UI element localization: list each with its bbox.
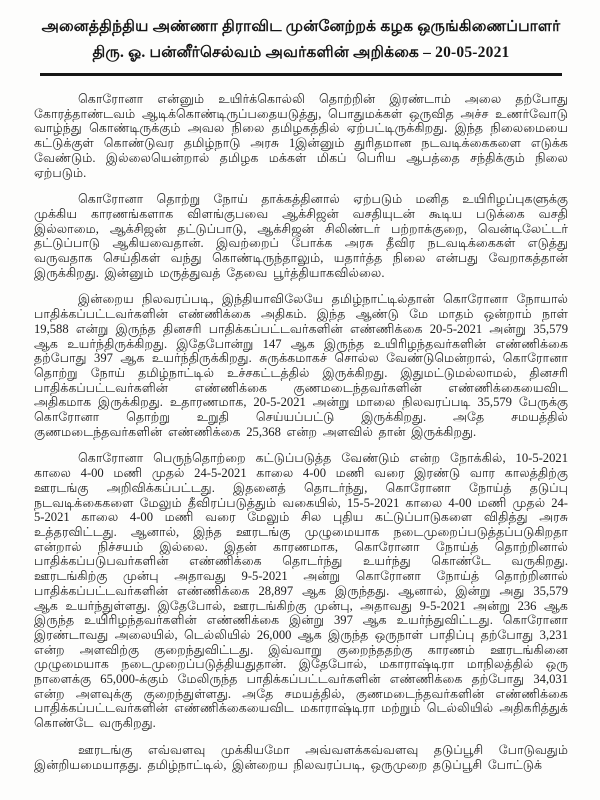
- header-title-line2: திரு. ஓ. பன்னீர்செல்வம் அவர்களின் அறிக்கை – 20-05-2021: [92, 44, 510, 61]
- paragraph-1: கொரோனா என்னும் உயிர்க்கொல்லி தொற்றின் இரண்டாம் அலை தற்போது கோரத்தாண்டவம் ஆடிக்கொண்டிருப்பதையடுத்து, பொதுமக்கள் ஒருவித அச்ச உணர்வோடு வாழ்ந்து கொண்டிருக்கும் அவல நிலை தமிழகத்தில் ஏற்பட்டிருக்கிறது. இந்த நிலைமையை கட்டுக்குள் கொண்டுவர தமிழ்நாடு அரசு 1இன்னும் துரிதமான நடவடிக்கைகளை எடுக்க வேண்டும். இல்லையென்றால் தமிழக மக்கள் மிகப் பெரிய ஆபத்தை சந்திக்கும் நிலை ஏற்படும்.: [34, 92, 568, 180]
- paragraph-2: கொரோனா தொற்று நோய் தாக்கத்தினால் ஏற்படும் மனித உயிரிழப்புகளுக்கு முக்கிய காரணங்களாக விளங்குபவை ஆக்சிஜன் வசதியுடன் கூடிய படுக்கை வசதி இல்லாமை, ஆக்சிஜன் தட்டுப்பாடு, ஆக்சிஜன் சிலிண்டர் பற்றாக்குறை, வென்டிலேட்டர் தட்டுப்பாடு ஆகியவைதான். இவற்றைப் போக்க அரசு தீவிர நடவடிக்கைகள் எடுத்து வருவதாக செய்திகள் வந்து கொண்டிருந்தாலும், யதார்த்த நிலை என்பது வேறாகத்தான் இருக்கிறது. இன்னும் மருத்துவத் தேவை பூர்த்தியாகவில்லை.: [34, 192, 568, 280]
- paragraph-4: கொரோனா பெருந்தொற்றை கட்டுப்படுத்த வேண்டும் என்ற நோக்கில், 10-5-2021 காலை 4-00 மணி முதல் 24-5-2021 காலை 4-00 மணி வரை இரண்டு வார காலத்திற்கு ஊரடங்கு அறிவிக்கப்பட்டது. இதனைத் தொடர்ந்து, கொரோனா நோய்த் தடுப்பு நடவடிக்கைகளை மேலும் தீவிரப்படுத்தும் வகையில், 15-5-2021 காலை 4-00 மணி முதல் 24-5-2021 காலை 4-00 மணி வரை மேலும் சில புதிய கட்டுப்பாடுகளை விதித்து அரசு உத்தரவிட்டது. ஆனால், இந்த ஊரடங்கு முழுமையாக நடைமுறைப்படுத்தப்படுகிறதா என்றால் நிச்சயம் இல்லை. இதன் காரணமாக, கொரோனா நோய்த் தொற்றினால் பாதிக்கப்படுபவர்களின் எண்ணிக்கை தொடர்ந்து உயர்ந்து கொண்டே வருகிறது. ஊரடங்கிற்கு முன்பு அதாவது 9-5-2021 அன்று கொரோனா நோய்த் தொற்றினால் பாதிக்கப்பட்டவர்களின் எண்ணிக்கை 28,897 ஆக இருந்தது. ஆனால், இன்று அது 35,579 ஆக உயர்ந்துள்ளது. இதேபோல், ஊரடங்கிற்கு முன்பு, அதாவது 9-5-2021 அன்று 236 ஆக இருந்த உயிரிழந்தவர்களின் எண்ணிக்கை இன்று 397 ஆக உயர்ந்துவிட்டது. கொரோனா இரண்டாவது அலையில், டெல்லியில் 26,000 ஆக இருந்த ஒருநாள் பாதிப்பு தற்போது 3,231 என்ற அளவிற்கு குறைந்துவிட்டது. இவ்வாறு குறைந்ததற்கு காரணம் ஊரடங்கினை முழுமையாக நடைமுறைப்படுத்தியதுதான். இதேபோல், மகாராஷ்டிரா மாநிலத்தில் ஒரு நாளைக்கு 65,000-க்கும் மேலிருந்த பாதிக்கப்பட்டவர்களின் எண்ணிக்கை தற்போது 34,031 என்ற அளவுக்கு குறைந்துள்ளது. அதே சமயத்தில், குணமடைந்தவர்களின் எண்ணிக்கை பாதிக்கப்பட்டவர்களின் எண்ணிக்கையைவிட மகாராஷ்டிரா மற்றும் டெல்லியில் அதிகரித்துக் கொண்டே வருகிறது.: [34, 451, 568, 731]
- document-body: [34, 92, 568, 772]
- header-divider: [40, 73, 562, 76]
- document-header: [34, 12, 568, 66]
- paragraph-3: இன்றைய நிலவரப்படி, இந்தியாவிலேயே தமிழ்நாட்டில்தான் கொரோனா நோயால் பாதிக்கப்பட்டவர்களின் எண்ணிக்கை அதிகம். இந்த ஆண்டு மே மாதம் ஒன்றாம் நாள் 19,588 என்று இருந்த தினசரி பாதிக்கப்பட்டவர்களின் எண்ணிக்கை 20-5-2021 அன்று 35,579 ஆக உயர்ந்திருக்கிறது. இதேபோன்று 147 ஆக இருந்த உயிரிழந்தவர்களின் எண்ணிக்கை தற்போது 397 ஆக உயர்ந்திருக்கிறது. சுருக்கமாகச் சொல்ல வேண்டுமென்றால், கொரோனா தொற்று நோய் தமிழ்நாட்டில் உச்சகட்டத்தில் இருக்கிறது. இதுமட்டுமல்லாமல், தினசரி பாதிக்கப்பட்டவர்களின் எண்ணிக்கை குணமடைந்தவர்களின் எண்ணிக்கையைவிட அதிகமாக இருக்கிறது. உதாரணமாக, 20-5-2021 அன்று மாலை நிலவரப்படி 35,579 பேருக்கு கொரோனா தொற்று உறுதி செய்யப்பட்டு இருக்கிறது. அதே சமயத்தில் குணமடைந்தவர்களின் எண்ணிக்கை 25,368 என்ற அளவில் தான் இருக்கிறது.: [34, 292, 568, 439]
- paragraph-5: ஊரடங்கு எவ்வளவு முக்கியமோ அவ்வளக்கவ்வளவு தடுப்பூசி போடுவதும் இன்றியமையாதது. தமிழ்நாட்டில், இன்றைய நிலவரப்படி, ஒருமுறை தடுப்பூசி போட்டுக்: [34, 742, 568, 772]
- header-title-line1: அனைத்திந்திய அண்ணா திராவிட முன்னேற்றக் கழக ஒருங்கிணைப்பாளர்: [41, 18, 561, 35]
